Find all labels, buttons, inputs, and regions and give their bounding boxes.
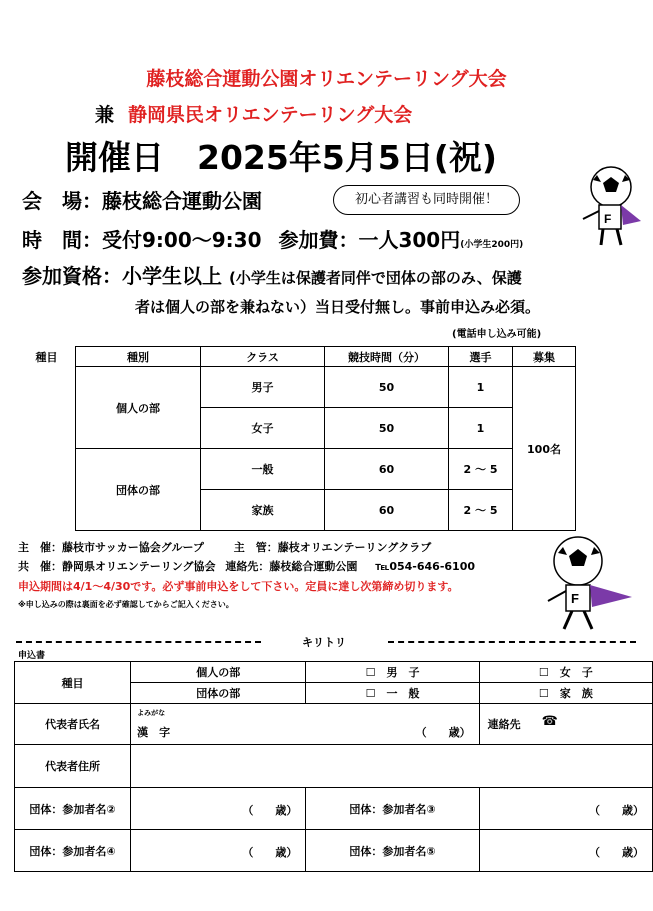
application-form bbox=[14, 661, 653, 872]
cut-line-right bbox=[388, 641, 636, 643]
table-row bbox=[18, 367, 576, 408]
players-cell: 2 〜 5 bbox=[449, 449, 513, 490]
cut-label: キリトリ bbox=[302, 636, 346, 649]
furigana-label: よみがな bbox=[137, 709, 166, 717]
time-cell: 50 bbox=[325, 408, 449, 449]
tel-value: ℡054-646-6100 bbox=[375, 560, 476, 573]
form-row bbox=[15, 662, 653, 683]
individual-label: 個人の部 bbox=[131, 662, 306, 683]
subtitle-text: 静岡県民オリエンテーリング大会 bbox=[128, 104, 413, 126]
event-title: 藤枝総合運動公園オリエンテーリング大会 bbox=[146, 68, 507, 90]
speech-bubble: 初心者講習も同時開催！ bbox=[333, 185, 520, 215]
header-cell: 選手 bbox=[449, 347, 513, 367]
venue-row bbox=[22, 185, 262, 214]
class-cell: 女子 bbox=[201, 408, 325, 449]
manager-label: 主 管： bbox=[233, 541, 278, 554]
venue-value: 藤枝総合運動公園 bbox=[102, 189, 262, 213]
participant-3-field[interactable] bbox=[479, 788, 652, 830]
table-row bbox=[18, 449, 576, 490]
events-header-row bbox=[18, 347, 576, 367]
phone-icon: ☎ bbox=[541, 714, 558, 729]
option-general[interactable]: ☐ 一 般 bbox=[306, 683, 479, 704]
contact-label: 連絡先： bbox=[225, 560, 270, 573]
co-label: 共 催： bbox=[18, 560, 62, 573]
eligibility-note2: 者は個人の部を兼ねない）当日受付無し。事前申込み必須。 bbox=[135, 298, 541, 316]
time-value: 受付9:00〜9:30 bbox=[102, 228, 262, 252]
participant-age: （ 歳） bbox=[589, 804, 644, 817]
participant-4-label: 団体：参加者名④ bbox=[15, 830, 131, 872]
contact-label: 連絡先 bbox=[487, 718, 521, 731]
header-cell: 種目 bbox=[35, 350, 58, 364]
svg-text:F: F bbox=[571, 591, 579, 606]
header-cell: 種別 bbox=[76, 347, 201, 367]
contact-field[interactable] bbox=[479, 704, 652, 745]
event-label: 種目 bbox=[15, 662, 131, 704]
kanji-label: 漢 字 bbox=[137, 726, 171, 739]
rep-name-field[interactable] bbox=[131, 704, 480, 745]
co-value: 静岡県オリエンテーリング協会 bbox=[62, 560, 216, 573]
cut-line-left bbox=[16, 641, 261, 643]
time-row bbox=[22, 224, 523, 253]
form-row bbox=[15, 704, 653, 745]
eligibility-row bbox=[22, 260, 522, 289]
class-cell: 一般 bbox=[201, 449, 325, 490]
time-cell: 60 bbox=[325, 490, 449, 531]
venue-label: 会 場： bbox=[22, 189, 102, 213]
form-row bbox=[15, 788, 653, 830]
form-row bbox=[15, 745, 653, 788]
participant-3-label: 団体：参加者名③ bbox=[306, 788, 479, 830]
time-label: 時 間： bbox=[22, 228, 102, 252]
deadline-notice: 申込期間は4/1〜4/30です。必ず事前申込をして下さい。定員に達し次第締め切ります。 bbox=[18, 580, 459, 593]
contact-value: 藤枝総合運動公園 bbox=[269, 560, 358, 573]
players-cell: 2 〜 5 bbox=[449, 490, 513, 531]
form-title: 申込書 bbox=[18, 651, 46, 661]
address-field[interactable] bbox=[131, 745, 653, 788]
rep-name-label: 代表者氏名 bbox=[15, 704, 131, 745]
subtitle-prefix: 兼 bbox=[95, 104, 115, 126]
fee-value: 一人300円 bbox=[358, 228, 461, 252]
option-female[interactable]: ☐ 女 子 bbox=[479, 662, 652, 683]
players-cell: 1 bbox=[449, 408, 513, 449]
capacity-cell: 100名 bbox=[513, 367, 576, 531]
manager-value: 藤枝オリエンテーリングクラブ bbox=[277, 541, 432, 554]
team-label: 団体の部 bbox=[131, 683, 306, 704]
host-row bbox=[18, 539, 431, 555]
participant-4-field[interactable] bbox=[131, 830, 306, 872]
header-cell: 募集 bbox=[513, 347, 576, 367]
option-family[interactable]: ☐ 家 族 bbox=[479, 683, 652, 704]
participant-age: （ 歳） bbox=[242, 846, 298, 859]
participant-2-field[interactable] bbox=[131, 788, 306, 830]
participant-age: （ 歳） bbox=[589, 846, 644, 859]
fee-note: (小学生200円) bbox=[460, 240, 524, 250]
players-cell: 1 bbox=[449, 367, 513, 408]
class-cell: 男子 bbox=[201, 367, 325, 408]
mascot-bottom-illustration bbox=[540, 535, 635, 635]
participant-5-field[interactable] bbox=[479, 830, 652, 872]
time-cell: 50 bbox=[325, 367, 449, 408]
participant-2-label: 団体：参加者名② bbox=[15, 788, 131, 830]
time-cell: 60 bbox=[325, 449, 449, 490]
eligibility-note1: (小学生は保護者同伴で団体の部のみ、保護 bbox=[228, 269, 522, 287]
phone-note: (電話申し込み可能) bbox=[452, 329, 542, 340]
address-label: 代表者住所 bbox=[15, 745, 131, 788]
event-date: 開催日 2025年5月5日(祝) bbox=[65, 138, 497, 177]
rep-age: （ 歳） bbox=[415, 726, 471, 739]
co-host-row bbox=[18, 558, 475, 574]
host-value: 藤枝市サッカー協会グループ bbox=[62, 541, 204, 554]
form-notice: ※申し込みの際は裏面を必ず確認してからご記入ください。 bbox=[18, 600, 234, 609]
header-cell: 競技時間（分） bbox=[325, 347, 449, 367]
fee-label: 参加費： bbox=[278, 228, 359, 252]
mascot-top-illustration bbox=[575, 165, 647, 250]
form-row bbox=[15, 830, 653, 872]
participant-5-label: 団体：参加者名⑤ bbox=[306, 830, 479, 872]
participant-age: （ 歳） bbox=[242, 804, 298, 817]
svg-text:F: F bbox=[604, 212, 612, 226]
option-male[interactable]: ☐ 男 子 bbox=[306, 662, 479, 683]
category-cell: 個人の部 bbox=[76, 367, 201, 449]
events-table bbox=[18, 346, 576, 531]
class-cell: 家族 bbox=[201, 490, 325, 531]
host-label: 主 催： bbox=[18, 541, 62, 554]
eligibility-value: 小学生以上 bbox=[122, 264, 222, 288]
eligibility-label: 参加資格： bbox=[22, 264, 122, 288]
header-cell: クラス bbox=[201, 347, 325, 367]
category-cell: 団体の部 bbox=[76, 449, 201, 531]
event-subtitle bbox=[95, 100, 412, 127]
